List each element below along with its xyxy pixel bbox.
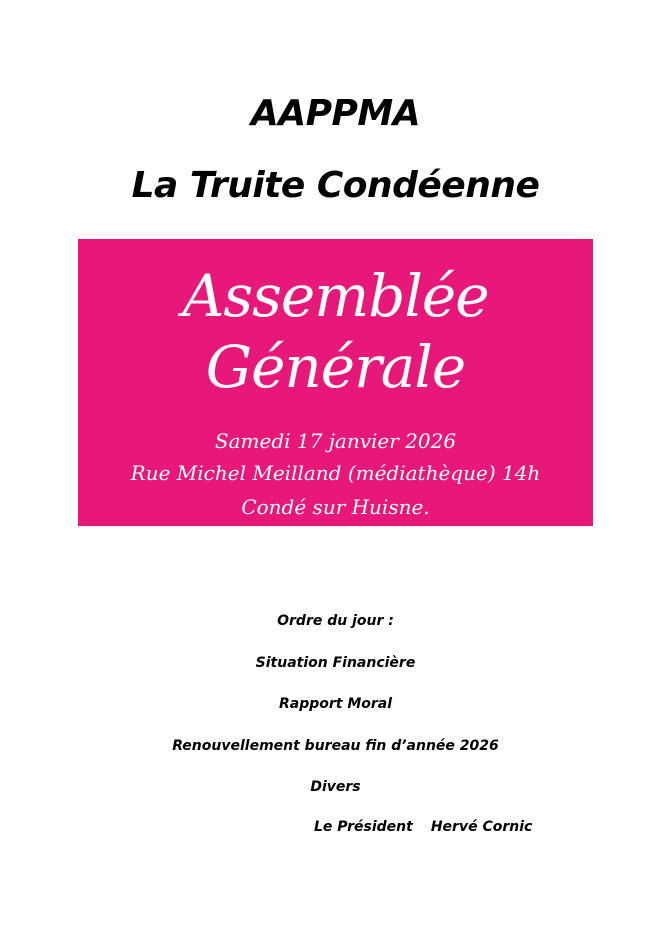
assembly-banner: [78, 239, 593, 526]
club-title: La Truite Condéenne: [131, 165, 540, 206]
agenda-item: Rapport Moral: [278, 696, 393, 712]
agenda-item: Situation Financière: [255, 655, 416, 671]
event-address: Rue Michel Meilland (médiathèque) 14h: [130, 461, 541, 485]
organization-title: AAPPMA: [250, 93, 421, 134]
event-town: Condé sur Huisne.: [241, 495, 430, 519]
agenda-item: Renouvellement bureau fin d’année 2026: [172, 738, 499, 754]
signature-role: Le Président: [314, 819, 413, 835]
banner-title-line-2: Générale: [205, 333, 466, 401]
agenda-item: Divers: [310, 779, 361, 795]
event-date: Samedi 17 janvier 2026: [214, 429, 457, 453]
signature-line: [314, 817, 532, 837]
signature-name: Hervé Cornic: [430, 819, 533, 835]
banner-title-line-1: Assemblée: [182, 262, 489, 330]
agenda-heading: Ordre du jour :: [277, 613, 394, 629]
